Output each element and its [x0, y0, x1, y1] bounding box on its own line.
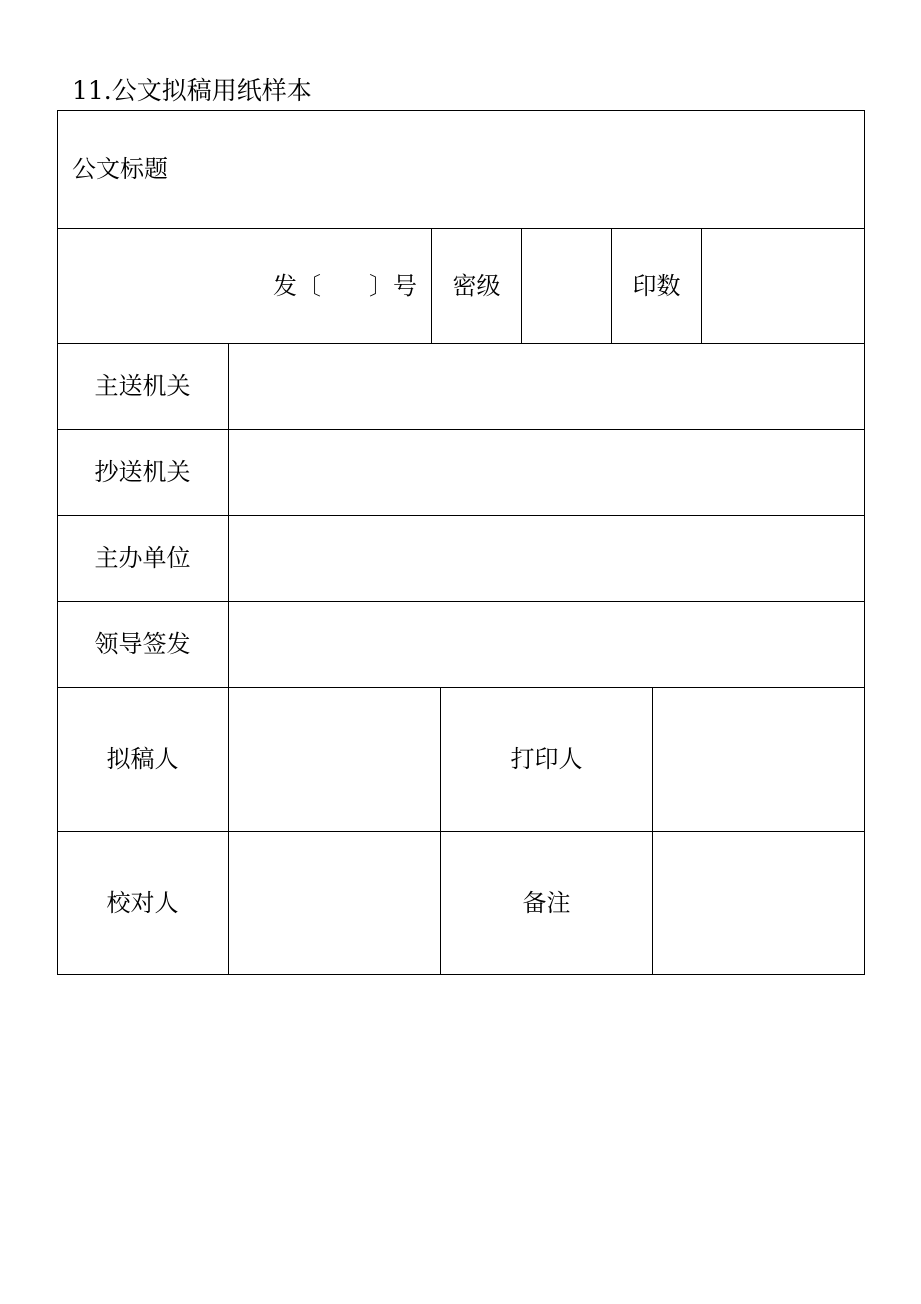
row-divider — [57, 601, 865, 602]
host-unit-field[interactable] — [230, 517, 863, 600]
issue-number-label — [273, 271, 417, 301]
issue-prefix: 发 — [273, 272, 297, 300]
proofreader-field[interactable] — [230, 833, 439, 973]
open-bracket: 〔 — [297, 272, 321, 300]
host-unit-label: 主办单位 — [94, 544, 191, 572]
draft-form-table — [57, 110, 865, 975]
row-divider — [57, 228, 865, 229]
title-label: 公文标题 — [72, 155, 168, 183]
column-divider — [228, 343, 229, 974]
remarks-label: 备注 — [522, 889, 571, 917]
row-divider — [57, 687, 865, 688]
copies-field[interactable] — [703, 230, 863, 342]
main-recipient-field[interactable] — [230, 345, 863, 428]
main-recipient-label: 主送机关 — [94, 372, 191, 400]
printer-field[interactable] — [654, 689, 863, 830]
secrecy-label: 密级 — [452, 272, 501, 300]
row-divider — [57, 429, 865, 430]
document-heading: 11.公文拟稿用纸样本 — [72, 76, 312, 105]
remarks-field[interactable] — [654, 833, 863, 973]
column-divider — [440, 687, 441, 974]
leader-sign-label: 领导签发 — [94, 630, 191, 658]
column-divider — [521, 228, 522, 344]
title-field[interactable] — [187, 130, 847, 210]
row-divider — [57, 515, 865, 516]
printer-label: 打印人 — [510, 745, 583, 773]
row-divider — [57, 343, 865, 344]
cc-recipient-label: 抄送机关 — [94, 458, 191, 486]
secrecy-field[interactable] — [523, 230, 610, 342]
copies-label: 印数 — [632, 272, 681, 300]
leader-sign-field[interactable] — [230, 603, 863, 686]
close-bracket: 〕 — [369, 272, 393, 300]
column-divider — [652, 687, 653, 974]
proofreader-label: 校对人 — [106, 889, 179, 917]
row-divider — [57, 831, 865, 832]
drafter-label: 拟稿人 — [106, 745, 179, 773]
drafter-field[interactable] — [230, 689, 439, 830]
cc-recipient-field[interactable] — [230, 431, 863, 514]
issue-suffix: 号 — [393, 272, 417, 300]
column-divider — [701, 228, 702, 344]
